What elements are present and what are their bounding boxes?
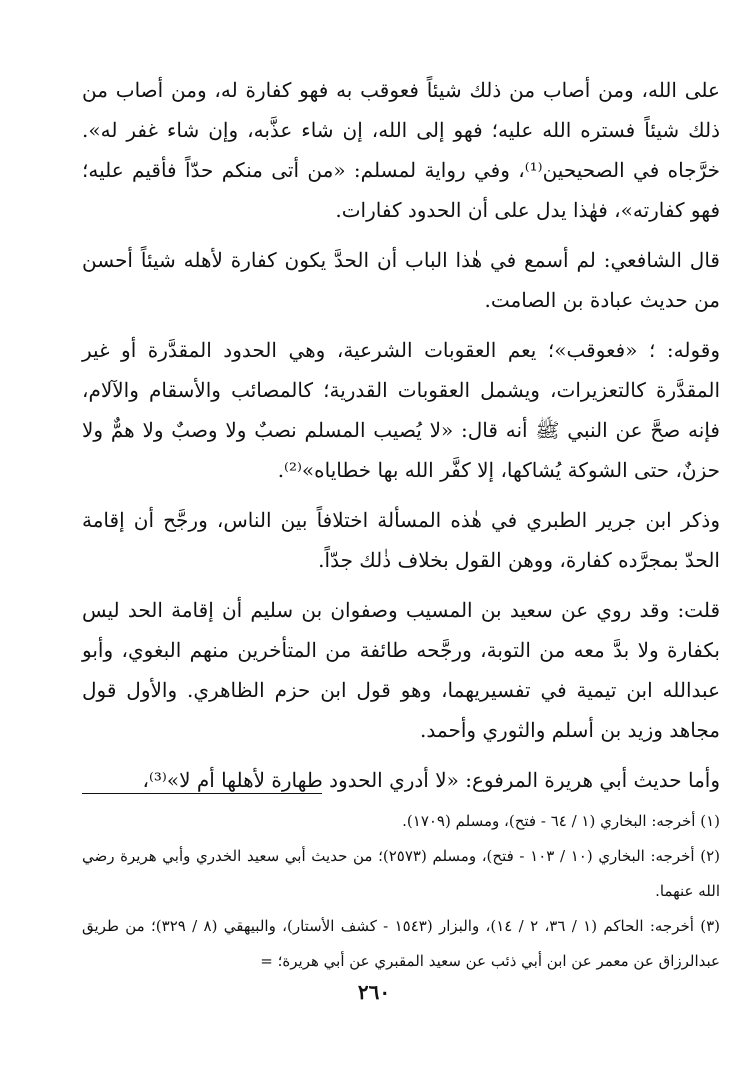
paragraph-3: وقوله: ؛ «فعوقب»؛ يعم العقوبات الشرعية، وهي الحدود المقدَّرة أو غير المقدَّرة كالتعزيرات، ويشمل العقوبات القدرية؛ كالمصائب والأسقام والآلام، فإنه صحَّ عن النبي ﷺ أنه قال: «لا يُصيب المسلم نصبٌ ولا وصبٌ ولا همٌّ ولا حزنٌ، حتى الشوكة يُشاكها، إلا كفَّر الله بها خطاياه»⁽²⁾. (82, 338, 720, 482)
page-number: ٢٦٠ (357, 980, 391, 1004)
footnote-2: (٢) أخرجه: البخاري (١٠ / ١٠٣ - فتح)، ومسلم (٢٥٧٣)؛ من حديث أبي سعيد الخدري وأبي هريرة رضي الله عنهما. (82, 847, 720, 900)
footnotes (82, 804, 720, 979)
paragraph-2: قال الشافعي: لم أسمع في هٰذا الباب أن الحدَّ يكون كفارة لأهله شيئاً أحسن من حديث عبادة بن الصامت. (82, 248, 720, 312)
main-text (82, 70, 720, 810)
footnote-3: (٣) أخرجه: الحاكم (١ / ٣٦، ٢ / ١٤)، والبزار (١٥٤٣ - كشف الأستار)، والبيهقي (٨ / ٣٢٩)؛ من طريق عبدالرزاق عن معمر عن ابن أبي ذئب عن سعيد المقبري عن أبي هريرة؛ = (82, 917, 721, 970)
paragraph-1: على الله، ومن أصاب من ذلك شيئاً فعوقب به فهو كفارة له، ومن أصاب من ذلك شيئاً فستره الله عليه؛ فهو إلى الله، إن شاء عذَّبه، وإن شاء غفر له». خرَّجاه في الصحيحين⁽¹⁾، وفي رواية لمسلم: «من أتى منكم حدّاً فأقيم عليه؛ فهو كفارته»، فهٰذا يدل على أن الحدود كفارات. (82, 78, 720, 222)
paragraph-5: قلت: وقد روي عن سعيد بن المسيب وصفوان بن سليم أن إقامة الحد ليس بكفارة ولا بدَّ معه من التوبة، ورجَّحه طائفة من المتأخرين منهم البغوي، وأبو عبدالله ابن تيمية في تفسيريهما، وهو قول ابن حزم الظاهري. والأول قول مجاهد وزيد بن أسلم والثوري وأحمد. (82, 598, 721, 742)
footnote-1: (١) أخرجه: البخاري (١ / ٦٤ - فتح)، ومسلم (١٧٠٩). (402, 812, 720, 830)
paragraph-6: وأما حديث أبي هريرة المرفوع: «لا أدري الحدود طهارة لأهلها أم لا»⁽³⁾، (142, 768, 720, 792)
footnote-divider (82, 793, 322, 794)
paragraph-4: وذكر ابن جرير الطبري في هٰذه المسألة اختلافاً بين الناس، ورجَّح أن إقامة الحدّ بمجرَّده كفارة، ووهن القول بخلاف ذٰلك جدّاً. (82, 508, 720, 572)
